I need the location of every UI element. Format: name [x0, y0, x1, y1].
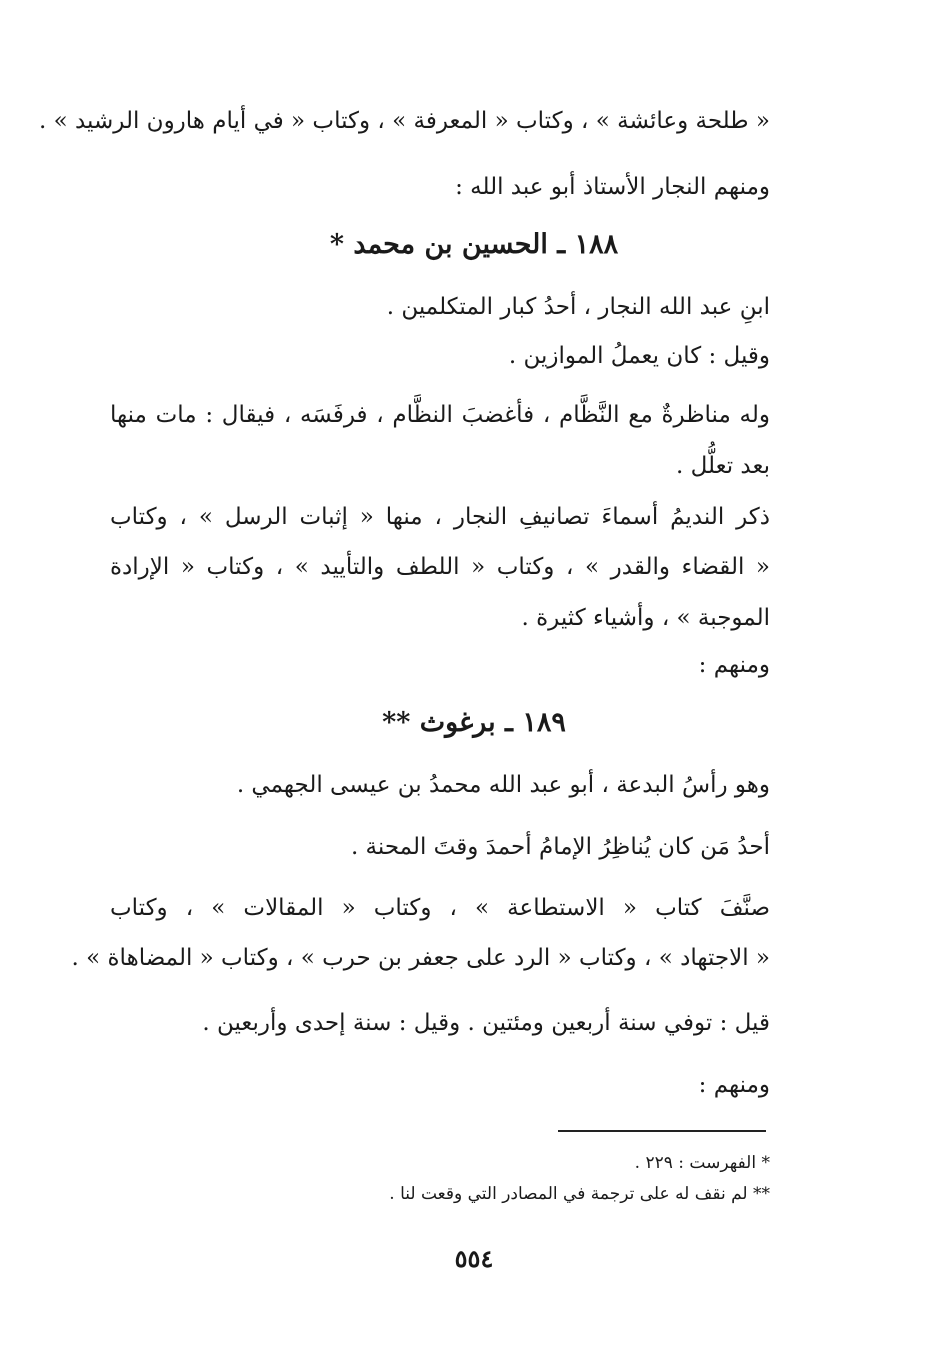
footnote-1: * الفهرست : ٢٢٩ . — [634, 1153, 770, 1173]
text-line-16: ومنهم : — [698, 1072, 770, 1098]
text-line-3: ابنِ عبد الله النجار ، أحدُ كبار المتكلمين . — [386, 294, 770, 320]
text-line-7: ذكر النديمُ أسماءَ تصانيفِ النجار ، منها « إثبات الرسل » ، وكتاب — [110, 504, 770, 530]
text-line-4: وقيل : كان يعملُ الموازين . — [508, 343, 770, 369]
footnote-2: ** لم نقف له على ترجمة في المصادر التي وقعت لنا . — [389, 1184, 770, 1204]
text-line-12: أحدُ مَن كان يُناظِرُ الإمامُ أحمدَ وقتَ المحنة . — [350, 834, 770, 860]
text-line-11: وهو رأسُ البدعة ، أبو عبد الله محمدُ بن عيسى الجهمي . — [236, 772, 770, 798]
footnote-divider — [558, 1130, 766, 1132]
text-line-6: بعد تعلُّل . — [675, 453, 770, 479]
text-line-8: « القضاء والقدر » ، وكتاب « اللطف والتأييد » ، وكتاب « الإرادة — [110, 554, 770, 580]
text-line-15: قيل : توفي سنة أربعين ومئتين . وقيل : سنة إحدى وأربعين . — [202, 1010, 770, 1036]
text-line-13: صنَّفَ كتاب « الاستطاعة » ، وكتاب « المقالات » ، وكتاب — [110, 895, 770, 921]
text-line-9: الموجبة » ، وأشياء كثيرة . — [521, 605, 770, 631]
text-line-10: ومنهم : — [698, 652, 770, 678]
entry-heading-189: ١٨٩ ـ برغوث ** — [382, 707, 566, 738]
text-line-2: ومنهم النجار الأستاذ أبو عبد الله : — [455, 174, 770, 200]
entry-heading-188: ١٨٨ ـ الحسين بن محمد * — [329, 229, 619, 260]
text-line-1: « طلحة وعائشة » ، وكتاب « المعرفة » ، وكتاب « في أيام هارون الرشيد » . — [38, 108, 770, 134]
text-line-5: وله مناظرةٌ مع النَّظَّام ، فأغضبَ النظَّام ، فرفَسَه ، فيقال : مات منها — [110, 402, 770, 428]
page-number: ٥٥٤ — [454, 1244, 494, 1273]
text-line-14: « الاجتهاد » ، وكتاب « الرد على جعفر بن حرب » ، وكتاب « المضاهاة » . — [71, 945, 770, 971]
